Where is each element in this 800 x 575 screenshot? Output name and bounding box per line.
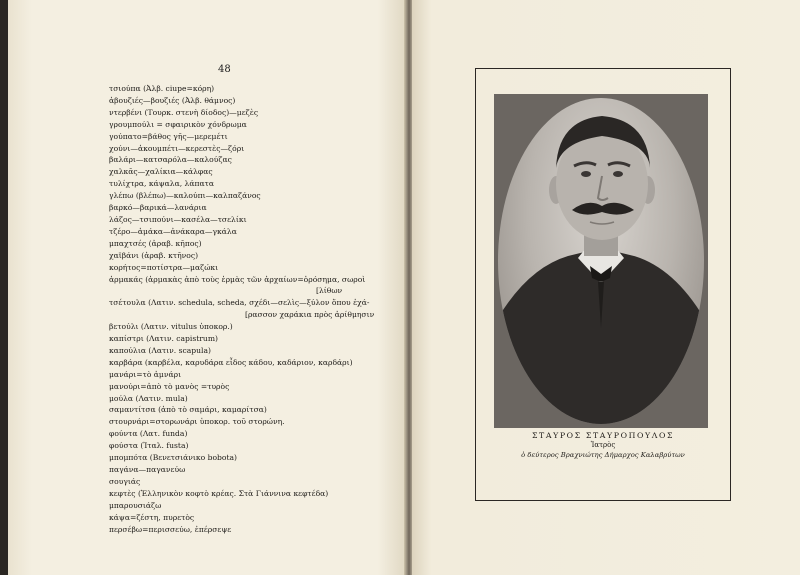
caption-name: ΣΤΑΥΡΟΣ ΣΤΑΥΡΟΠΟΥΛΟΣ [531,431,675,440]
text-line: γούπατο=βάθος γῆς—μερεμέτι [109,131,228,141]
glossary-text-block [109,83,399,535]
text-line: καπούλια (Λατιν. scapula) [109,345,211,355]
text-line: βαλάρι—κατσαρόλα—καλούζας [109,155,232,165]
text-line: περσέβω=περισσεύω, ἐπέρσεψε [109,524,232,534]
text-line: μπομπότα (Βενετσιάνικο bobota) [109,453,237,463]
caption-description: ὁ δεύτερος Βραχνιώτης Δήμαρχος Καλαβρύτων [521,451,685,459]
text-line: φούντα (Λατ. funda) [109,429,188,439]
text-line: μανούρι=ἀπὸ τὸ μανὸς =τυρὸς [109,381,230,391]
text-line: μανάρι=τὸ ἀμνάρι [109,369,182,379]
portrait-oval [498,98,704,424]
text-line: χαλκᾶς—χαλίκια—κάλφας [109,167,213,177]
text-line: βαρκό—βαρικά—λανάρια [109,203,207,213]
text-line: ἀρμακάς (ἀρμακὰς ἀπὸ τοὺς ἑρμὰς τῶν ἀρχαίων=ὁρόσημα, σωροὶ [109,274,366,284]
caption-profession: Ἰατρὸς [590,441,616,449]
portrait-photo [494,94,708,428]
text-line: λάζος—τσιπούνι—κασέλα—τσελίκι [109,214,247,224]
text-line: μπαχτσές (ἀραβ. κῆπος) [109,238,202,248]
text-line: παγάνα—παγανεύω [109,465,186,474]
text-line: κάψα=ζέστη, πυρετὸς [109,512,195,522]
text-line: στουρνάρι=στορωνάρι ὑποκορ. τοῦ στορώνη. [109,417,285,427]
text-line: χαϊβάνι (ἀραβ. κτῆνος) [109,250,199,260]
text-line: τσέτουλα (Λατιν. schedula, scheda, σχέδι—σελὶς—ξύλον ὅπου ἐχά- [109,298,370,308]
right-page [412,0,800,575]
left-page [8,0,410,575]
text-line-continuation: [ρασσον χαράκια πρὸς ἀρίθμησιν [245,310,375,320]
text-line: μούλα (Λατιν. mula) [109,393,188,403]
text-line: χούνι—ἀκουμπέτι—κερεστὲς—ζόρι [109,143,245,153]
text-line: ντερβένι (Τουρκ. στενὴ δίοδος)—μεζὲς [109,107,259,117]
text-line: κορήτος=ποτίστρα—μαζώκι [109,262,219,272]
text-line: τυλίχτρα, κάψαλα, λάπατα [109,179,214,189]
text-line: βετούλι (Λατιν. vitulus ὑποκορ.) [109,322,233,332]
text-line: τσιούπα (Ἀλβ. ciupe=κόρη) [109,84,215,93]
text-line: καπίστρι (Λατιν. capistrum) [109,334,218,344]
text-line: τζέρο—ἀμάκα—ἀνάκαρα—γκάλα [109,226,237,236]
text-line: μπαρουσιάζω [109,500,162,510]
text-line: ἀβουζιές—βουζιές (Ἀλβ. θάμνος) [109,95,236,105]
text-line: καρβάρα (καρβέλα, καρυδάρα εἶδος κάδου, καδάριον, καρδάρι) [109,357,353,367]
text-line: κεφτὲς (Ἑλληνικὸν κοφτὸ κρέας. Στὰ Γιάννινα κεφτέδα) [109,488,329,498]
portrait-figure [498,98,704,424]
text-line-continuation: [λίθων [316,286,343,296]
page-number: 48 [218,64,231,75]
text-line: σαμαντίτσα (ἀπὸ τὸ σαμάρι, καμαρίτσα) [109,405,267,415]
text-line: σουγιάς [109,476,141,486]
text-line: φούστα (Ἰταλ. fusta) [109,441,189,451]
text-line: γρουμπούλι = σφαιρικὸν χόνδρωμα [109,119,247,129]
text-line: γλέπω (βλέπω)—καλούπι—καλπαζάνος [109,191,261,201]
